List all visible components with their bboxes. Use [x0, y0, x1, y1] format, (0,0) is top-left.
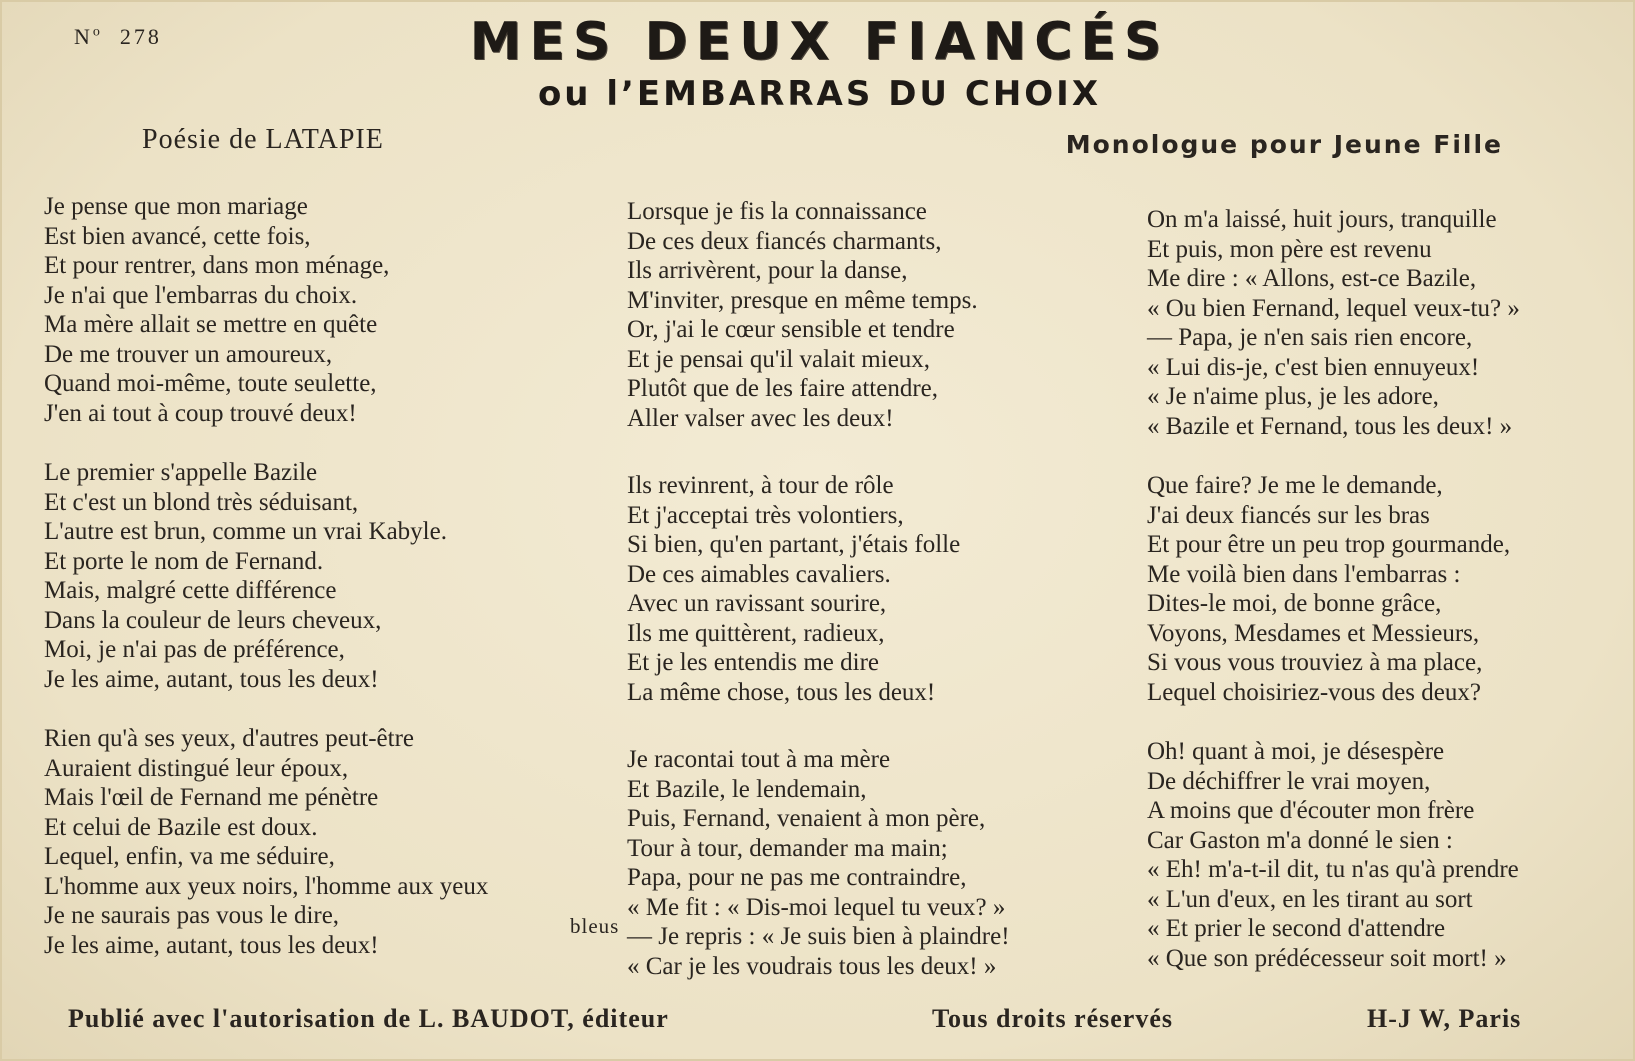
poem-line: Aller valser avec les deux! — [627, 404, 894, 432]
poem-line: « Je n'aime plus, je les adore, — [1147, 383, 1439, 410]
poem-line: Et pour être un peu trop gourmande, — [1147, 531, 1511, 558]
poem-line: Je ne saurais pas vous le dire, — [44, 902, 340, 929]
poem-line: Ils revinrent, à tour de rôle — [627, 472, 894, 499]
poem-line: La même chose, tous les deux! — [627, 678, 936, 706]
page-title: MES DEUX FIANCÉS — [469, 12, 1170, 72]
poem-line: Et je pensai qu'il valait mieux, — [627, 345, 931, 373]
poem-line: On m'a laissé, huit jours, tranquille — [1147, 206, 1497, 233]
poem-line: Me voilà bien dans l'embarras : — [1147, 560, 1461, 588]
poem-line: Et porte le nom de Fernand. — [44, 547, 324, 575]
poem-line: Lequel, enfin, va me séduire, — [44, 843, 335, 870]
poem-line: Ils me quittèrent, radieux, — [627, 619, 885, 647]
poem-line: A moins que d'écouter mon frère — [1147, 797, 1475, 824]
poem-line: « Ou bien Fernand, lequel veux-tu? » — [1147, 294, 1520, 322]
poem-line: Dans la couleur de leurs cheveux, — [44, 606, 382, 634]
stanza — [1147, 737, 1635, 973]
poem-line: Me dire : « Allons, est-ce Bazile, — [1147, 265, 1477, 292]
number-suffix: o — [92, 24, 103, 40]
poem-line: Car Gaston m'a donné le sien : — [1147, 826, 1453, 854]
poem-line: Lequel choisiriez-vous des deux? — [1147, 678, 1481, 706]
poem-line: « Eh! m'a-t-il dit, tu n'as qu'à prendre — [1147, 856, 1519, 883]
poem-line: Mais, malgré cette différence — [44, 577, 337, 604]
poem-line: Voyons, Mesdames et Messieurs, — [1147, 619, 1480, 647]
genre-label: Monologue pour Jeune Fille — [1065, 130, 1503, 159]
poem-line: Lorsque je fis la connaissance — [627, 198, 927, 225]
poem-line: Or, j'ai le cœur sensible et tendre — [627, 316, 955, 343]
poem-line: J'en ai tout à coup trouvé deux! — [44, 399, 357, 427]
poem-line: Puis, Fernand, venaient à mon père, — [627, 805, 986, 832]
poem-line: J'ai deux fiancés sur les bras — [1147, 501, 1430, 529]
poem-line: Dites-le moi, de bonne grâce, — [1147, 590, 1442, 617]
poem-line: Et puis, mon père est revenu — [1147, 235, 1432, 263]
poem-line: Plutôt que de les faire attendre, — [627, 375, 938, 402]
poem-line: Si vous vous trouviez à ma place, — [1147, 649, 1483, 676]
poem-line: « L'un d'eux, en les tirant au sort — [1147, 885, 1473, 913]
stanza — [44, 192, 624, 428]
stanza — [627, 745, 1127, 981]
poem-line: « Me fit : « Dis-moi lequel tu veux? » — [627, 893, 1006, 921]
poem-line: De déchiffrer le vrai moyen, — [1147, 767, 1431, 795]
poem-line: Auraient distingué leur époux, — [44, 754, 349, 782]
poem-line: Papa, pour ne pas me contraindre, — [627, 864, 967, 891]
poem-line: De ces aimables cavaliers. — [627, 560, 891, 588]
poem-line: Et celui de Bazile est doux. — [44, 813, 318, 841]
poem-line: Et j'acceptai très volontiers, — [627, 501, 904, 529]
poem-line: Et c'est un blond très séduisant, — [44, 488, 359, 516]
poem-line: Et Bazile, le lendemain, — [627, 775, 867, 803]
poem-line: Mais l'œil de Fernand me pénètre — [44, 784, 379, 811]
poem-line: L'autre est brun, comme un vrai Kabyle. — [44, 518, 447, 545]
footer-rights: Tous droits réservés — [932, 1004, 1173, 1033]
stanza — [627, 197, 1127, 433]
poem-column-3 — [1147, 205, 1635, 1003]
poem-line: Je pense que mon mariage — [44, 193, 308, 220]
poem-line: « Bazile et Fernand, tous les deux! » — [1147, 412, 1513, 440]
poem-line: Je racontai tout à ma mère — [627, 746, 891, 773]
poem-line: — Je repris : « Je suis bien à plaindre! — [627, 923, 1010, 950]
poem-line: M'inviter, presque en même temps. — [627, 286, 978, 314]
poem-line: Est bien avancé, cette fois, — [44, 222, 311, 250]
stanza — [44, 724, 624, 960]
poem-line: De me trouver un amoureux, — [44, 340, 333, 368]
poem-line: De ces deux fiancés charmants, — [627, 227, 942, 255]
poem-line: Tour à tour, demander ma main; — [627, 834, 948, 862]
stanza — [44, 458, 624, 694]
poem-line: Rien qu'à ses yeux, d'autres peut-être — [44, 725, 414, 752]
stanza — [1147, 471, 1635, 707]
poem-line: « Que son prédécesseur soit mort! » — [1147, 944, 1507, 972]
poem-line: Avec un ravissant sourire, — [627, 590, 887, 617]
poem-line: Oh! quant à moi, je désespère — [1147, 738, 1445, 765]
page-subtitle: ou l’EMBARRAS DU CHOIX — [537, 74, 1102, 114]
poem-line: Je n'ai que l'embarras du choix. — [44, 281, 358, 309]
poem-line: Si bien, qu'en partant, j'étais folle — [627, 531, 961, 558]
poem-line: Ma mère allait se mettre en quête — [44, 311, 378, 338]
poem-line: Et je les entendis me dire — [627, 649, 880, 676]
stanza — [627, 471, 1127, 707]
stanza — [1147, 205, 1635, 441]
poem-line: Et pour rentrer, dans mon ménage, — [44, 252, 390, 279]
poem-line: Que faire? Je me le demande, — [1147, 472, 1443, 499]
footer-printer: H-J W, Paris — [1367, 1004, 1522, 1033]
poem-line: — Papa, je n'en sais rien encore, — [1147, 324, 1473, 351]
poem-line: « Et prier le second d'attendre — [1147, 915, 1446, 942]
poem-line: « Lui dis-je, c'est bien ennuyeux! — [1147, 353, 1480, 381]
poem-column-2 — [627, 197, 1127, 1019]
poem-column-1 — [44, 192, 624, 990]
footer-publisher: Publié avec l'autorisation de L. BAUDOT, éditeur — [68, 1004, 669, 1033]
poem-line: Je les aime, autant, tous les deux! — [44, 665, 379, 693]
poem-line: Le premier s'appelle Bazile — [44, 459, 318, 486]
poem-line: L'homme aux yeux noirs, l'homme aux yeux — [44, 872, 489, 900]
author-credit: Poésie de LATAPIE — [142, 124, 384, 155]
poem-line: « Car je les voudrais tous les deux! » — [627, 952, 997, 980]
number-value: 278 — [119, 24, 162, 49]
number-prefix: N — [74, 24, 93, 49]
line-continuation-bleus: bleus — [570, 914, 620, 938]
poem-line: Je les aime, autant, tous les deux! — [44, 931, 379, 959]
poem-line: Quand moi-même, toute seulette, — [44, 370, 377, 397]
poem-line: Ils arrivèrent, pour la danse, — [627, 257, 908, 284]
poem-line: Moi, je n'ai pas de préférence, — [44, 636, 345, 663]
